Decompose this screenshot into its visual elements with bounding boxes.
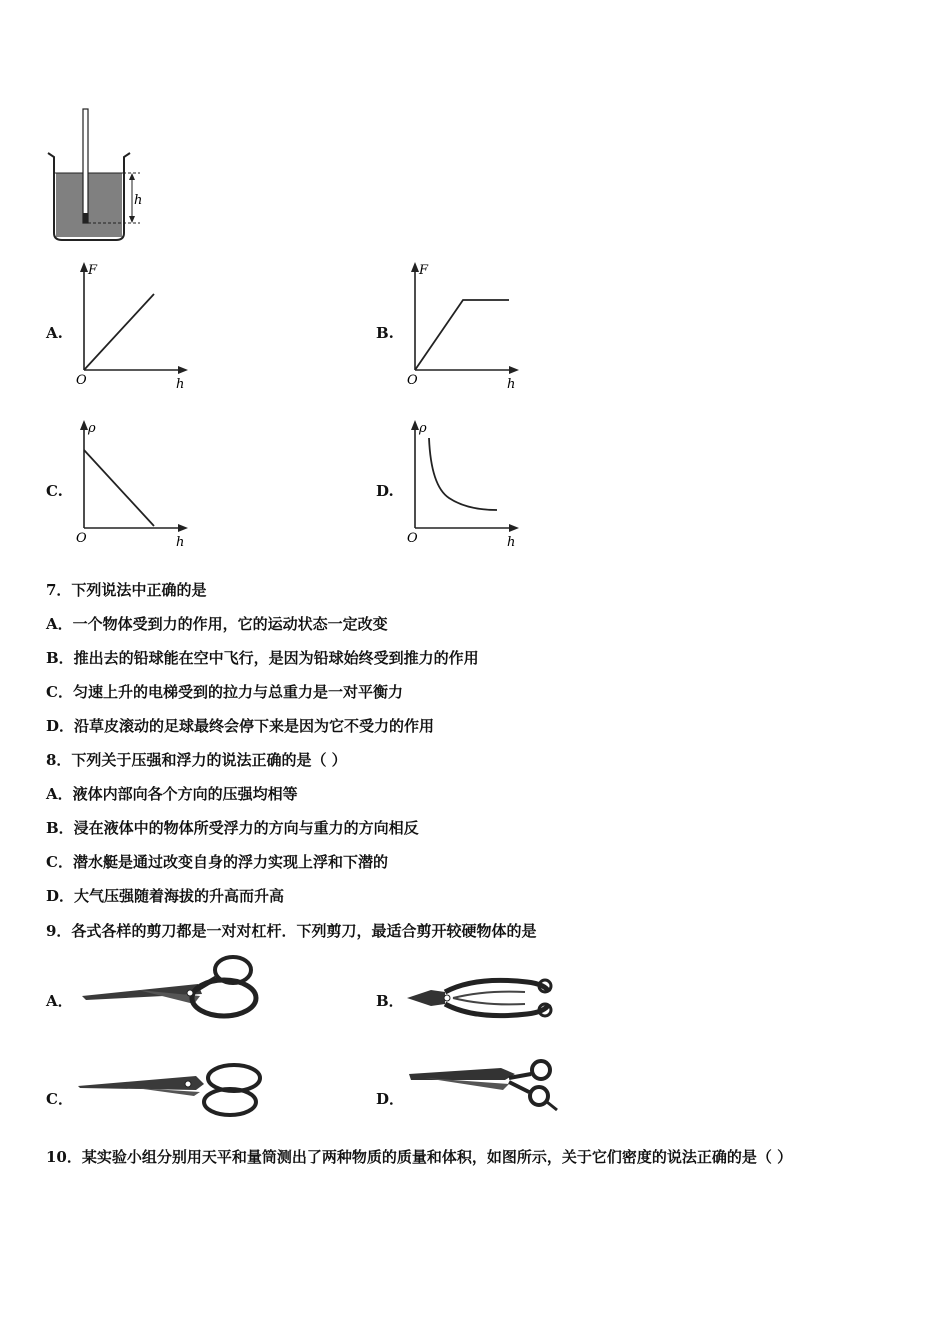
- q9-option-a-letter[interactable]: A．: [46, 992, 73, 1010]
- q8-option-c[interactable]: C．潜水艇是通过改变自身的浮力实现上浮和下潜的: [46, 853, 388, 871]
- graph-d-y-label: ρ: [419, 421, 427, 436]
- beaker-liquid: [56, 173, 122, 237]
- q7-option-b[interactable]: B．推出去的铅球能在空中飞行，是因为铅球始终受到推力的作用: [46, 649, 479, 667]
- graph-d-curve: [429, 438, 497, 510]
- graph-d-x-label: h: [507, 535, 516, 550]
- graph-a-y-label: F: [88, 263, 98, 278]
- graph-c-origin: O: [76, 531, 87, 546]
- q9-scissors-b-image[interactable]: [405, 968, 560, 1028]
- q6-graph-c[interactable]: [72, 416, 192, 551]
- graph-a-x-label: h: [176, 377, 185, 392]
- q8-stem: 8．下列关于压强和浮力的说法正确的是（ ）: [46, 751, 347, 769]
- q7-option-d[interactable]: D．沿草皮滚动的足球最终会停下来是因为它不受力的作用: [46, 717, 435, 735]
- graph-b-x-label: h: [507, 377, 516, 392]
- q6-option-d-letter[interactable]: D.: [376, 482, 394, 500]
- q9-option-b-letter[interactable]: B．: [376, 992, 404, 1010]
- q9-stem: 9．各式各样的剪刀都是一对对杠杆．下列剪刀，最适合剪开较硬物体的是: [46, 922, 537, 940]
- q7-stem: 7．下列说法中正确的是: [46, 581, 207, 599]
- graph-b-origin: O: [407, 373, 418, 388]
- beaker-figure: [44, 105, 154, 245]
- graph-b-line: [415, 300, 509, 370]
- graph-b-y-label: F: [419, 263, 429, 278]
- graph-a-line: [84, 294, 154, 370]
- q6-option-a-letter[interactable]: A.: [46, 324, 63, 342]
- q7-option-a[interactable]: A．一个物体受到力的作用，它的运动状态一定改变: [46, 615, 388, 633]
- q9-option-d-letter[interactable]: D．: [376, 1090, 405, 1108]
- q6-option-c-letter[interactable]: C.: [46, 482, 63, 500]
- q6-graph-b[interactable]: [403, 258, 523, 393]
- q9-scissors-a-image[interactable]: [78, 950, 268, 1025]
- depth-label: h: [134, 193, 143, 208]
- q6-graph-d[interactable]: [403, 416, 523, 551]
- q8-option-d[interactable]: D．大气压强随着海拔的升高而升高: [46, 887, 285, 905]
- q6-graph-a[interactable]: [72, 258, 192, 393]
- q10-stem: 10．某实验小组分别用天平和量筒测出了两种物质的质量和体积，如图所示，关于它们密度的说法正确的是（ ）: [46, 1148, 793, 1166]
- graph-c-line: [84, 450, 154, 526]
- q6-option-b-letter[interactable]: B.: [376, 324, 394, 342]
- q9-option-c-letter[interactable]: C．: [46, 1090, 73, 1108]
- test-tube: [83, 109, 88, 223]
- q7-option-c[interactable]: C．匀速上升的电梯受到的拉力与总重力是一对平衡力: [46, 683, 403, 701]
- graph-d-origin: O: [407, 531, 418, 546]
- q9-scissors-d-image[interactable]: [405, 1056, 565, 1116]
- q8-option-b[interactable]: B．浸在液体中的物体所受浮力的方向与重力的方向相反: [46, 819, 419, 837]
- q9-scissors-c-image[interactable]: [76, 1058, 266, 1120]
- graph-a-origin: O: [76, 373, 87, 388]
- q8-option-a[interactable]: A．液体内部向各个方向的压强均相等: [46, 785, 298, 803]
- graph-c-y-label: ρ: [88, 421, 96, 436]
- graph-c-x-label: h: [176, 535, 185, 550]
